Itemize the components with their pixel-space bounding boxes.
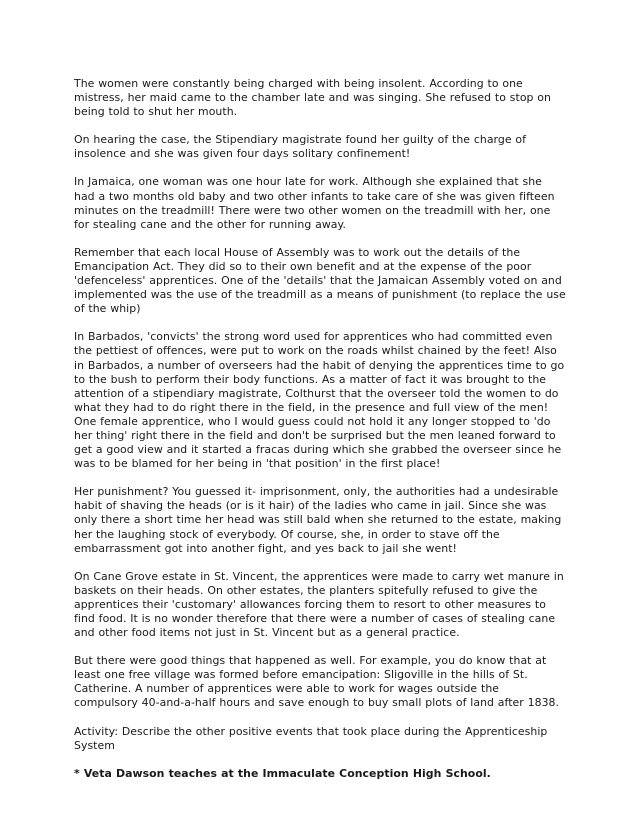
paragraph-barbados: In Barbados, 'convicts' the strong word used for apprentices who had committed even the pettiest of offences, were put to work on the roads whilst chained by the feet! Also in Barbados, a number of overseers had the habit of denying the apprentices time to go to the bush to perform their body functions. As a matter of fact it was brought to the attention of a stipendiary magistrate, Colthurst that the overseer told the women to do what they had to do right there in the field, in the presence and full view of the men! One female apprentice, who I would guess could not hold it any longer stopped to 'do her thing' right there in the field and don't be surprised but the men leaned forward to get a good view and it started a fracas during which she grabbed the overseer since he was to be blamed for her being in 'that position' in the first place! (74, 330, 565, 471)
paragraph-house-of-assembly: Remember that each local House of Assembly was to work out the details of the Emancipation Act. They did so to their own benefit and at the expense of the poor 'defenceless' apprentices. One of the 'details' that the Jamaican Assembly voted on and implemented was the use of the treadmill as a means of punishment (to replace the use of the whip) (74, 245, 566, 316)
paragraph-jamaica-treadmill: In Jamaica, one woman was one hour late for work. Although she explained that she had a two months old baby and two other infants to take care of she was given fifteen minutes on the treadmill! There were two other women on the treadmill with her, one for stealing cane and the other for running away. (74, 175, 555, 231)
document-page (74, 77, 566, 795)
paragraph-punishment: Her punishment? You guessed it- imprisonment, only, the authorities had a undesirable habit of shaving the heads (or is it hair) of the ladies who came in jail. Since she was only there a short time her head was still bald when she returned to the estate, making her the laughing stock of everybody. Of course, she, in order to stave off the embarrassment got into another fight, and yes back to jail she went! (74, 485, 562, 555)
paragraph-insolence: The women were constantly being charged with being insolent. According to one mistress, her maid came to the chamber late and was singing. She refused to stop on being told to shut her mouth. (74, 77, 551, 119)
paragraph-activity: Activity: Describe the other positive events that took place during the Apprenticeship System (74, 724, 548, 752)
author-note: * Veta Dawson teaches at the Immaculate Conception High School. (74, 766, 491, 780)
paragraph-cane-grove: On Cane Grove estate in St. Vincent, the apprentices were made to carry wet manure in baskets on their heads. On other estates, the planters spitefully refused to give the apprentices their 'customary' allowances forcing them to resort to other measures to find food. It is no wonder therefore that there were a number of cases of stealing cane and other food items not just in St. Vincent but as a general practice. (74, 569, 564, 640)
paragraph-good-things: But there were good things that happened as well. For example, you do know that at least one free village was formed before emancipation: Sligoville in the hills of St. Catherine. A number of apprentices were able to work for wages outside the compulsory 40-and-a-half hours and save enough to buy small plots of land after 1838. (74, 654, 560, 710)
paragraph-magistrate-verdict: On hearing the case, the Stipendiary magistrate found her guilty of the charge of insolence and she was given four days solitary confinement! (74, 133, 527, 161)
